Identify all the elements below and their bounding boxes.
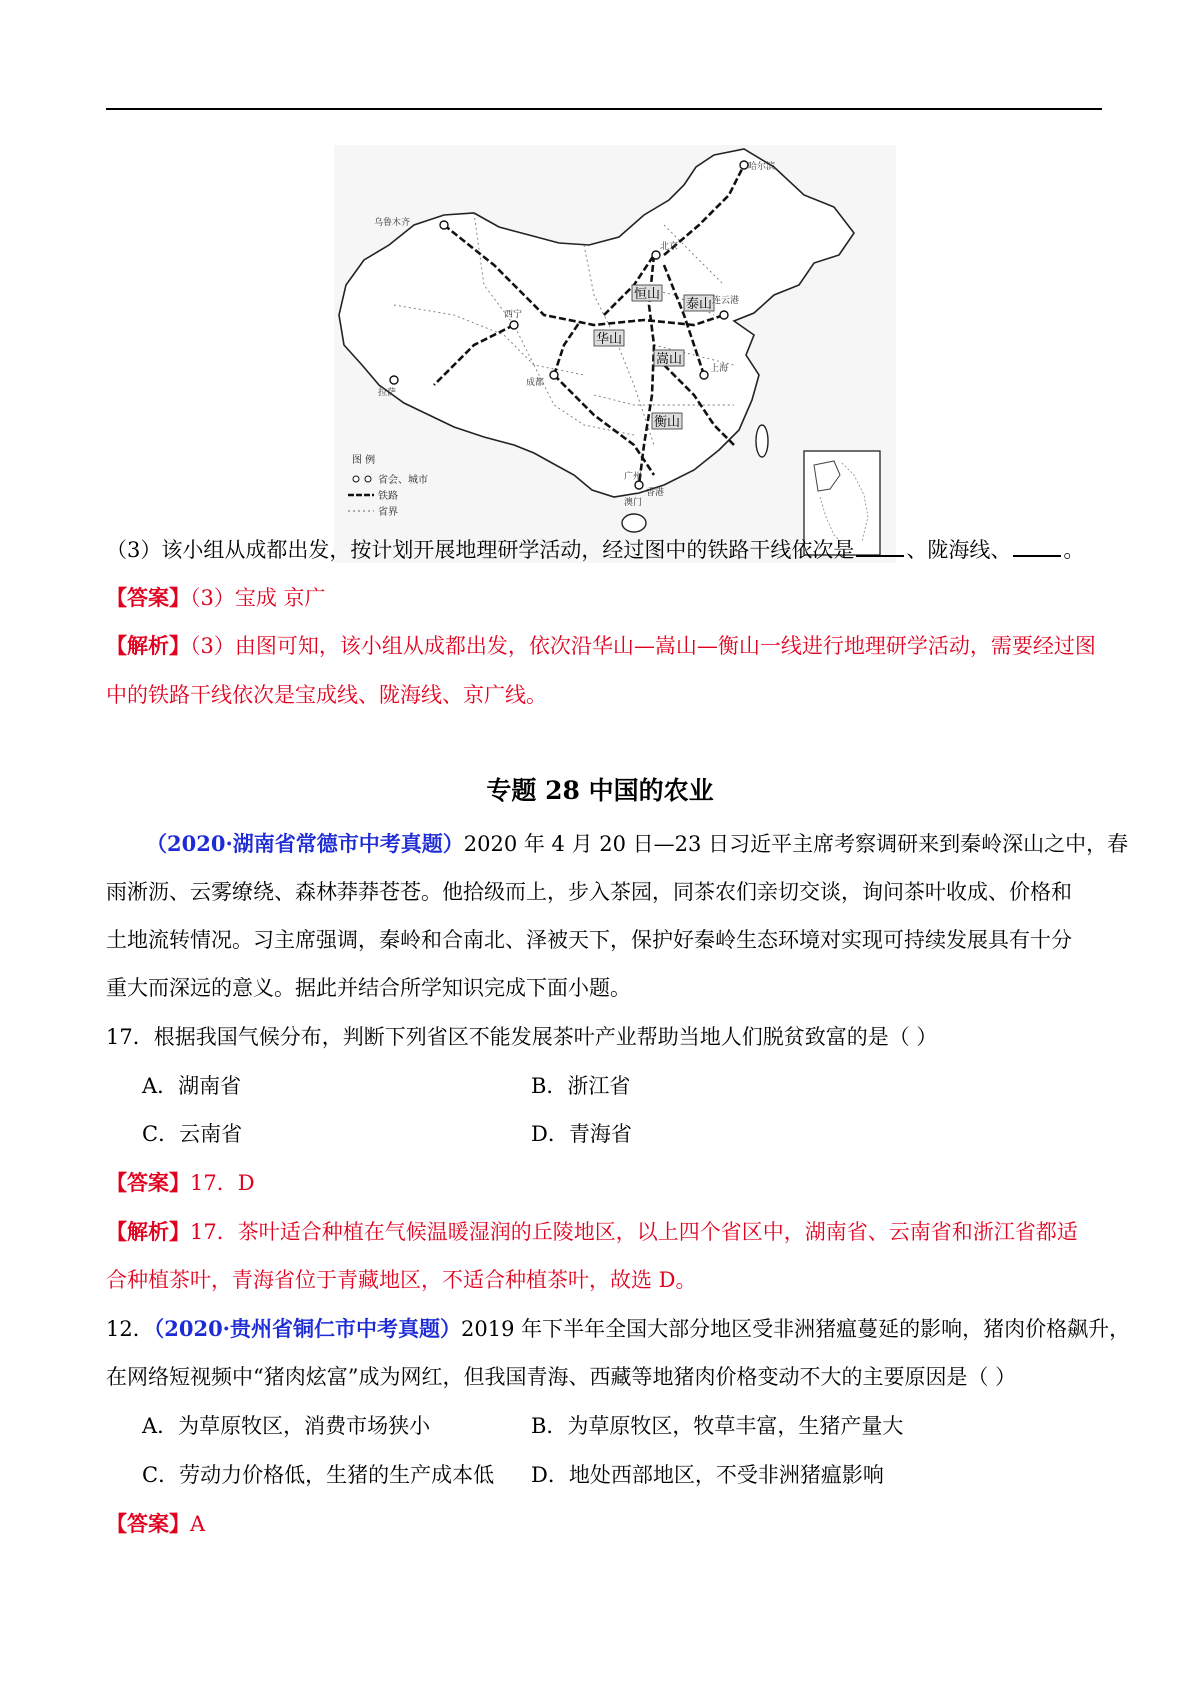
q3-answer: 【答案】（3）宝成 京广 bbox=[106, 585, 326, 610]
q12-option-b[interactable]: B．为草原牧区，牧草丰富，生猪产量大 bbox=[531, 1414, 904, 1438]
map-label-lianyungang: 连云港 bbox=[712, 296, 740, 306]
q3-analysis-line1: 【解析】（3）由图可知，该小组从成都出发，依次沿华山—嵩山—衡山一线进行地理研学活动，需要经过图 bbox=[106, 633, 1096, 658]
q12-option-c[interactable]: C．劳动力价格低，生猪的生产成本低 bbox=[142, 1463, 495, 1487]
city-marker bbox=[720, 311, 728, 319]
map-label-beijing: 北京 bbox=[660, 242, 679, 252]
legend-city: 省会、城市 bbox=[378, 475, 428, 486]
map-label-chengdu: 成都 bbox=[526, 378, 545, 388]
q17-analysis-line2: 合种植茶叶，青海省位于青藏地区，不适合种植茶叶，故选 D。 bbox=[106, 1268, 697, 1292]
city-marker bbox=[550, 371, 558, 379]
legend-title: 图 例 bbox=[352, 455, 376, 466]
city-marker bbox=[440, 221, 448, 229]
q12-stem-line1: 12．（2020·贵州省铜仁市中考真题）2019 年下半年全国大部分地区受非洲猪瘟蔓延的影响，猪肉价格飙升， bbox=[106, 1316, 1131, 1341]
q17-answer: 【答案】17．D bbox=[106, 1170, 255, 1195]
city-marker bbox=[390, 376, 398, 384]
q17-option-b[interactable]: B．浙江省 bbox=[531, 1074, 631, 1098]
map-label-shanghai: 上海 bbox=[710, 364, 729, 374]
q17-analysis-line1: 【解析】17．茶叶适合种植在气候温暖湿润的丘陵地区，以上四个省区中，湖南省、云南省和浙江省都适 bbox=[106, 1219, 1078, 1244]
header-rule bbox=[106, 108, 1102, 110]
q17-option-a[interactable]: A．湖南省 bbox=[142, 1074, 242, 1098]
city-marker bbox=[740, 161, 748, 169]
hainan-island bbox=[622, 514, 646, 532]
map-label-lhasa: 拉萨 bbox=[378, 388, 397, 398]
q3-analysis-line2: 中的铁路干线依次是宝成线、陇海线、京广线。 bbox=[106, 683, 547, 707]
map-label-urumqi: 乌鲁木齐 bbox=[374, 218, 411, 228]
city-marker bbox=[510, 321, 518, 329]
map-label-xining: 西宁 bbox=[504, 310, 523, 320]
map-label-hengshan-s: 衡山 bbox=[654, 415, 681, 430]
city-marker bbox=[635, 481, 643, 489]
q12-answer: 【答案】A bbox=[106, 1511, 206, 1536]
map-label-hengshan-n: 恒山 bbox=[634, 287, 661, 302]
map-label-songshan: 嵩山 bbox=[656, 352, 683, 367]
map-label-macau: 澳门 bbox=[624, 498, 643, 508]
section-title: 专题 28 中国的农业 bbox=[486, 776, 714, 805]
q12-stem-line2: 在网络短视频中“猪肉炫富”成为网红，但我国青海、西藏等地猪肉价格变动不大的主要原因是（ ） bbox=[106, 1365, 1017, 1389]
q12-option-d[interactable]: D．地处西部地区，不受非洲猪瘟影响 bbox=[531, 1463, 884, 1487]
taiwan-island bbox=[756, 425, 768, 457]
q3-blank-1[interactable] bbox=[856, 537, 904, 557]
map-label-guangzhou: 广州 bbox=[624, 472, 643, 482]
passage-line3: 土地流转情况。习主席强调，秦岭和合南北、泽被天下，保护好秦岭生态环境对实现可持续发展具有十分 bbox=[106, 928, 1072, 952]
q3-blank-2[interactable] bbox=[1013, 537, 1061, 557]
q17-stem: 17．根据我国气候分布，判断下列省区不能发展茶叶产业帮助当地人们脱贫致富的是（ ） bbox=[106, 1025, 938, 1049]
legend-railway: 铁路 bbox=[378, 491, 398, 502]
passage-line4: 重大而深远的意义。据此并结合所学知识完成下面小题。 bbox=[106, 976, 631, 1000]
q3-stem: （3）该小组从成都出发，按计划开展地理研学活动，经过图中的铁路干线依次是 、陇海线、 。 bbox=[106, 538, 1085, 562]
q17-option-d[interactable]: D．青海省 bbox=[531, 1122, 632, 1146]
q12-option-a[interactable]: A．为草原牧区，消费市场狭小 bbox=[142, 1414, 431, 1438]
city-marker bbox=[700, 371, 708, 379]
city-marker bbox=[652, 251, 660, 259]
q17-option-c[interactable]: C．云南省 bbox=[142, 1122, 243, 1146]
passage-line1: （2020·湖南省常德市中考真题）2020 年 4 月 20 日—23 日习近平主席考察调研来到秦岭深山之中，春 bbox=[146, 831, 1129, 856]
map-label-huashan: 华山 bbox=[596, 332, 623, 347]
passage-line2: 雨淅沥、云雾缭绕、森林莽莽苍苍。他拾级而上，步入茶园，同茶农们亲切交谈，询问茶叶收成、价格和 bbox=[106, 880, 1072, 904]
map-label-hongkong: 香港 bbox=[646, 488, 665, 498]
map-label-taishan: 泰山 bbox=[686, 297, 713, 312]
legend-border: 省界 bbox=[378, 507, 398, 518]
china-railway-map bbox=[334, 145, 896, 563]
map-label-harbin: 哈尔滨 bbox=[748, 162, 776, 172]
